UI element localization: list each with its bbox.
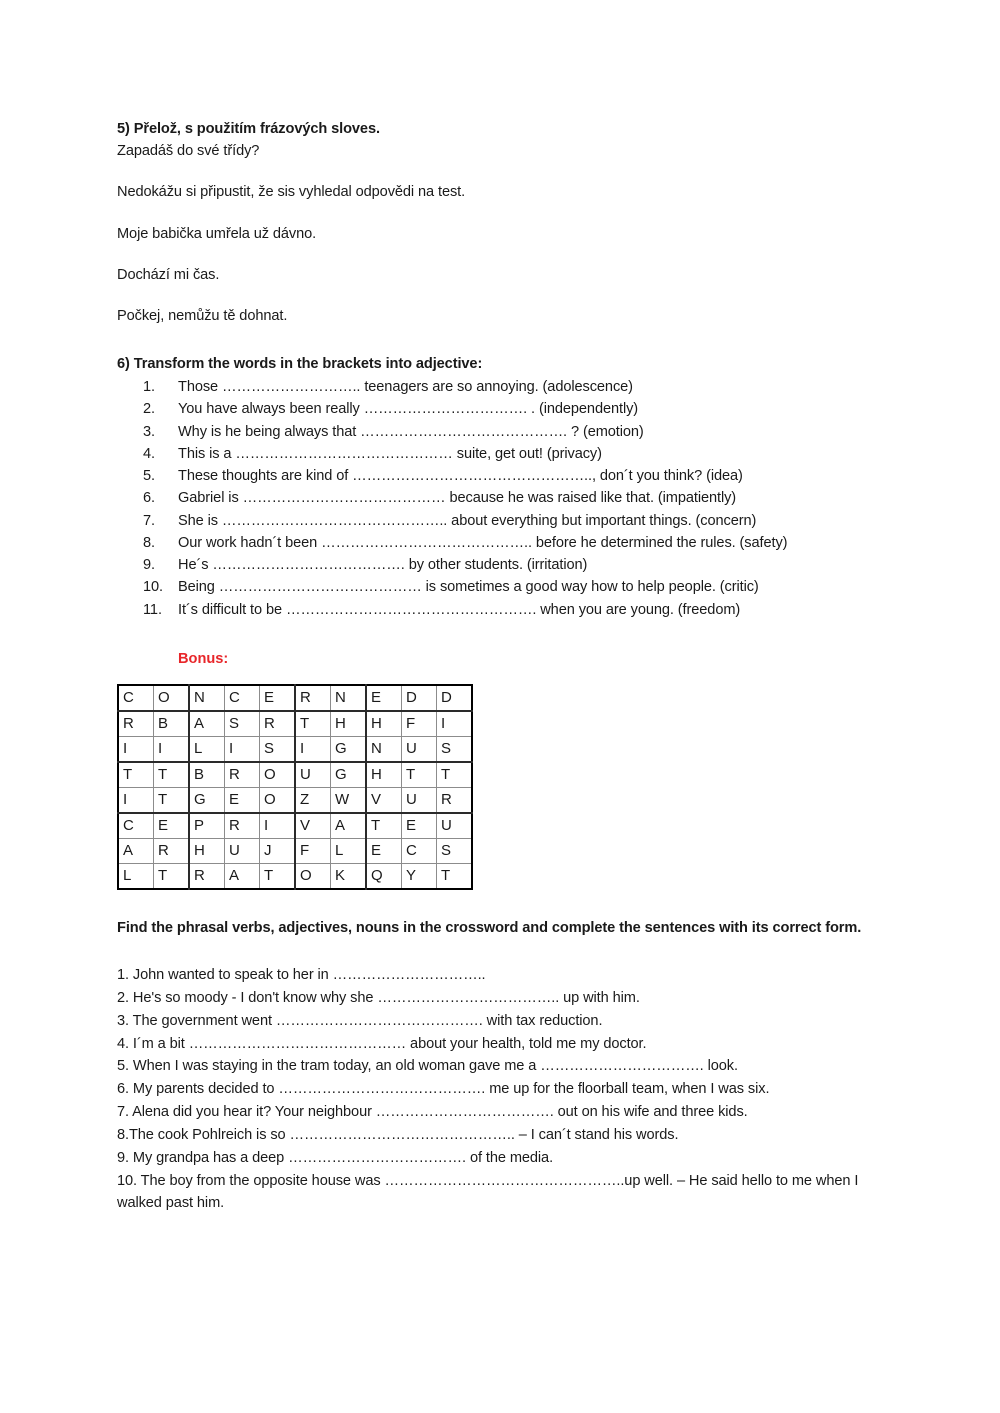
crossword-cell: L — [189, 736, 225, 762]
list-item-text: Those ……………………….. teenagers are so annoying. (adolescence) — [178, 379, 633, 396]
crossword-cell: R — [225, 762, 260, 788]
crossword-cell: R — [437, 787, 473, 813]
list-item — [117, 554, 883, 576]
spacer — [117, 327, 883, 353]
crossword-cell: D — [402, 685, 437, 711]
table-row — [118, 787, 472, 813]
spacer — [117, 890, 883, 917]
crossword-cell: U — [225, 838, 260, 863]
crossword-cell: I — [225, 736, 260, 762]
worksheet-page — [117, 118, 883, 1215]
crossword-cell: J — [260, 838, 296, 863]
crossword-cell: T — [437, 762, 473, 788]
crossword-cell: B — [189, 762, 225, 788]
list-item-text: She is ……………………………………….. about everything but important things. (concern) — [178, 512, 757, 529]
crossword-cell: E — [154, 813, 190, 839]
crossword-cell: G — [331, 736, 367, 762]
crossword-cell: T — [154, 762, 190, 788]
crossword-cell: N — [366, 736, 402, 762]
list-item-text: You have always been really ……………………………. . (independently) — [178, 401, 639, 418]
crossword-cell: H — [366, 762, 402, 788]
table-row — [118, 863, 472, 889]
spacer — [117, 162, 883, 181]
crossword-cell: T — [295, 711, 331, 737]
list-item — [117, 465, 883, 487]
table-row — [118, 711, 472, 737]
crossword-cell: E — [366, 685, 402, 711]
crossword-cell: Y — [402, 863, 437, 889]
table-row — [118, 813, 472, 839]
crossword-cell: R — [295, 685, 331, 711]
list-item — [117, 599, 883, 621]
section-5-heading: 5) Přelož, s použitím frázových sloves. — [117, 121, 380, 137]
crossword-cell: E — [366, 838, 402, 863]
crossword-cell: B — [154, 711, 190, 737]
list-item — [117, 510, 883, 532]
crossword-cell: K — [331, 863, 367, 889]
sentence-item: 7. Alena did you hear it? Your neighbour ………………………………. out on his wife and three kids. — [117, 1104, 748, 1121]
crossword-cell: H — [366, 711, 402, 737]
crossword-cell: E — [402, 813, 437, 839]
crossword-cell: L — [331, 838, 367, 863]
crossword-cell: A — [189, 711, 225, 737]
crossword-cell: P — [189, 813, 225, 839]
list-item — [117, 443, 883, 465]
spacer — [117, 245, 883, 264]
list-item-number: 3. — [143, 423, 155, 440]
crossword-cell: S — [437, 736, 473, 762]
table-row — [118, 685, 472, 711]
list-item-number: 7. — [143, 512, 155, 529]
section-5 — [117, 118, 883, 327]
crossword-cell: U — [402, 787, 437, 813]
list-item-text: He´s …………………………………. by other students. (irritation) — [178, 557, 588, 574]
crossword-cell: R — [189, 863, 225, 889]
crossword-cell: A — [331, 813, 367, 839]
crossword-cell: T — [366, 813, 402, 839]
crossword-grid — [117, 684, 473, 890]
list-item — [117, 487, 883, 509]
sentence-item: 2. He's so moody - I don't know why she ……………………………….. up with him. — [117, 989, 640, 1006]
list-item — [117, 376, 883, 398]
crossword-cell: O — [295, 863, 331, 889]
crossword-cell: G — [189, 787, 225, 813]
crossword-cell: F — [402, 711, 437, 737]
crossword-cell: O — [154, 685, 190, 711]
crossword-cell: U — [402, 736, 437, 762]
crossword-cell: C — [118, 813, 154, 839]
list-item-text: These thoughts are kind of ………………………………………….., don´t you think? (idea) — [178, 468, 743, 485]
list-item-text: Why is he being always that ……………………………………. ? (emotion) — [178, 423, 644, 440]
crossword-cell: A — [118, 838, 154, 863]
crossword-cell: S — [225, 711, 260, 737]
section-5-line-3: Moje babička umřela už dávno. — [117, 225, 317, 242]
crossword-cell: R — [260, 711, 296, 737]
spacer — [117, 204, 883, 223]
crossword-cell: A — [225, 863, 260, 889]
crossword-cell: I — [118, 736, 154, 762]
list-item — [117, 398, 883, 420]
sentence-item: 8.The cook Pohlreich is so ……………………………………….. – I can´t stand his words. — [117, 1126, 679, 1143]
crossword-cell: V — [295, 813, 331, 839]
crossword-cell: Z — [295, 787, 331, 813]
list-item-text: This is a ……………………………………… suite, get out! (privacy) — [178, 445, 602, 462]
section-5-line-2: Nedokážu si připustit, že sis vyhledal odpovědi na test. — [117, 184, 466, 201]
crossword-cell: O — [260, 762, 296, 788]
sentence-item: 1. John wanted to speak to her in ………………………….. — [117, 967, 486, 984]
crossword-cell: R — [118, 711, 154, 737]
table-row — [118, 762, 472, 788]
adjective-transform-list — [117, 376, 883, 621]
sentence-item: 4. I´m a bit ……………………………………… about your health, told me my doctor. — [117, 1035, 647, 1052]
table-row — [118, 736, 472, 762]
crossword-cell: I — [118, 787, 154, 813]
sentence-item: 3. The government went ……………………………………. with tax reduction. — [117, 1012, 603, 1029]
sentence-item: 5. When I was staying in the tram today, an old woman gave me a ……………………………. look. — [117, 1058, 738, 1075]
crossword-cell: N — [189, 685, 225, 711]
list-item-number: 1. — [143, 379, 155, 396]
crossword-cell: V — [366, 787, 402, 813]
section-5-line-5: Počkej, nemůžu tě dohnat. — [117, 307, 288, 324]
section-5-line-4: Dochází mi čas. — [117, 266, 220, 283]
list-item — [117, 532, 883, 554]
section-6 — [117, 353, 883, 621]
crossword-cell: I — [437, 711, 473, 737]
crossword-cell: T — [154, 787, 190, 813]
sentence-item: 9. My grandpa has a deep ………………………………. of the media. — [117, 1149, 554, 1166]
list-item-number: 5. — [143, 468, 155, 485]
crossword-cell: W — [331, 787, 367, 813]
crossword-cell: H — [331, 711, 367, 737]
crossword-cell: C — [402, 838, 437, 863]
section-6-heading: 6) Transform the words in the brackets into adjective: — [117, 356, 483, 373]
crossword-cell: O — [260, 787, 296, 813]
bonus-heading: Bonus: — [178, 650, 229, 667]
spacer — [117, 286, 883, 305]
list-item — [117, 576, 883, 598]
crossword-cell: H — [189, 838, 225, 863]
crossword-cell: E — [225, 787, 260, 813]
list-item-number: 2. — [143, 401, 155, 418]
list-item-number: 10. — [143, 579, 163, 596]
crossword-cell: C — [225, 685, 260, 711]
crossword-cell: Q — [366, 863, 402, 889]
list-item-number: 11. — [143, 601, 162, 618]
crossword-cell: E — [260, 685, 296, 711]
list-item-number: 4. — [143, 445, 155, 462]
crossword-cell: T — [402, 762, 437, 788]
list-item-text: Gabriel is …………………………………… because he was raised like that. (impatiently) — [178, 490, 737, 507]
list-item-number: 6. — [143, 490, 155, 507]
crossword-cell: T — [118, 762, 154, 788]
crossword-cell: N — [331, 685, 367, 711]
crossword-sentence-list — [117, 964, 883, 1215]
crossword-grid-wrapper — [117, 684, 883, 890]
section-5-line-1: Zapadáš do své třídy? — [117, 143, 260, 160]
crossword-cell: U — [437, 813, 473, 839]
sentence-item: 10. The boy from the opposite house was …………………………………………..up well. – He said hello to me when I walked past him. — [117, 1172, 859, 1212]
crossword-cell: L — [118, 863, 154, 889]
crossword-cell: S — [437, 838, 473, 863]
crossword-cell: T — [154, 863, 190, 889]
crossword-cell: I — [154, 736, 190, 762]
list-item-text: It´s difficult to be ……………………………………………. when you are young. (freedom) — [178, 601, 741, 618]
crossword-instruction: Find the phrasal verbs, adjectives, nouns in the crossword and complete the sentences with its correct form. — [117, 919, 862, 936]
crossword-cell: T — [260, 863, 296, 889]
list-item-text: Being …………………………………… is sometimes a good way how to help people. (critic) — [178, 579, 759, 596]
sentence-item: 6. My parents decided to ……………………………………. me up for the floorball team, when I was six. — [117, 1081, 770, 1098]
list-item-text: Our work hadn´t been …………………………………….. before he determined the rules. (safety) — [178, 534, 788, 551]
crossword-cell: R — [154, 838, 190, 863]
crossword-cell: I — [295, 736, 331, 762]
crossword-cell: I — [260, 813, 296, 839]
crossword-cell: D — [437, 685, 473, 711]
crossword-cell: C — [118, 685, 154, 711]
crossword-cell: R — [225, 813, 260, 839]
table-row — [118, 838, 472, 863]
crossword-cell: G — [331, 762, 367, 788]
spacer — [117, 939, 883, 964]
crossword-cell: F — [295, 838, 331, 863]
crossword-cell: S — [260, 736, 296, 762]
list-item — [117, 421, 883, 443]
list-item-number: 8. — [143, 534, 155, 551]
list-item-number: 9. — [143, 557, 155, 574]
crossword-cell: T — [437, 863, 473, 889]
crossword-cell: U — [295, 762, 331, 788]
spacer — [117, 621, 883, 651]
